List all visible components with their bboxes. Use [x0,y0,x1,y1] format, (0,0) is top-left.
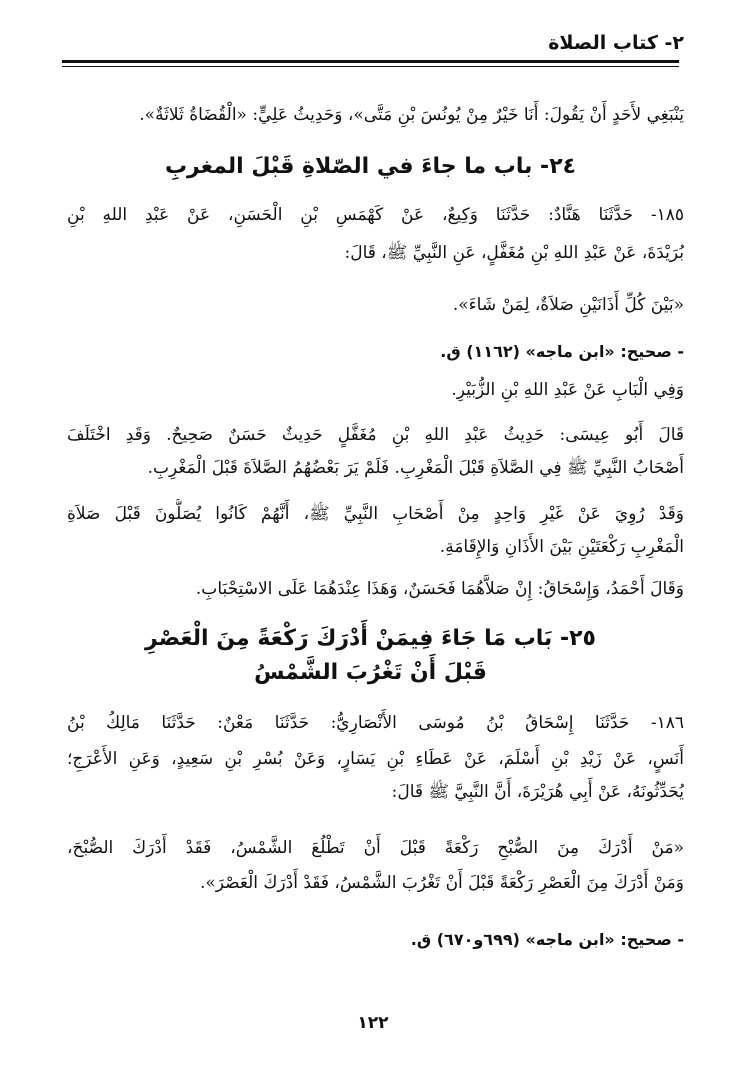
running-head: ٢- كتاب الصلاة [548,32,684,54]
chapter-heading-25-cont: قَبْلَ أَنْ تَغْرُبَ الشَّمْسُ [254,660,487,685]
hadith-185-line-1: ١٨٥- حَدَّثَنَا هَنَّادٌ: حَدَّثَنَا وَكِيعٌ، عَنْ كَهْمَسِ بْنِ الْحَسَنِ، عَنْ عَبْدِ اللهِ بْنِ [67,205,684,225]
hadith-186-line-1: ١٨٦- حَدَّثَنَا إِسْحَاقُ بْنُ مُوسَى الأَنْصَارِيُّ: حَدَّثَنَا مَعْنٌ: حَدَّثَنَا مَالِكُ بْنُ [67,713,684,733]
text-line: أَصْحَابُ النَّبِيِّ ﷺ فِي الصَّلاَةِ قَبْلَ الْمَغْرِبِ. فَلَمْ يَرَ بَعْضُهُمُ الصَّلاَةَ قَبْلَ الْمَغْرِبِ. [147,458,684,478]
hadith-185-line-2: بُرَيْدَةَ، عَنْ عَبْدِ اللهِ بْنِ مُغَفَّلٍ، عَنِ النَّبِيِّ ﷺ، قَالَ: [344,243,684,263]
grade-line-1: - صحيح: «ابن ماجه» (١١٦٢) ق. [440,342,684,361]
text-line: قَالَ أَبُو عِيسَى: حَدِيثُ عَبْدِ اللهِ بْنِ مُغَفَّلٍ حَدِيثٌ حَسَنٌ صَحِيحٌ. وَقَدِ اخْتَلَفَ [67,425,684,445]
hadith-186-line-3: يُحَدِّثُونَهُ، عَنْ أَبِي هُرَيْرَةَ، أَنَّ النَّبِيَّ ﷺ قَالَ: [391,782,684,802]
hadith-186-line-2: أَنَسٍ، عَنْ زَيْدِ بْنِ أَسْلَمَ، عَنْ عَطَاءِ بْنِ يَسَارٍ، وَعَنْ بُسْرِ بْنِ سَعِيدٍ، وَعَنِ الأَعْرَجِ؛ [67,749,684,769]
text-line: وَفِي الْبَابِ عَنْ عَبْدِ اللهِ بْنِ الزُّبَيْرِ. [451,380,684,400]
hadith-186-matn-1: «مَنْ أَدْرَكَ مِنَ الصُّبْحِ رَكْعَةً قَبْلَ أَنْ تَطْلُعَ الشَّمْسُ، فَقَدْ أَدْرَكَ الصُّبْحَ، [67,838,684,858]
header-rule-thick [62,60,679,63]
chapter-heading-24: ٢٤- باب ما جاءَ في الصّلاةِ قَبْلَ المغربِ [164,154,577,179]
text-line: الْمَغْرِبِ رَكْعَتَيْنِ بَيْنَ الأَذَانِ وَالإِقَامَةِ. [439,537,684,557]
text-line: يَنْبَغِي لأَحَدٍ أَنْ يَقُولَ: أَنَا خَيْرٌ مِنْ يُونُسَ بْنِ مَتَّى»، وَحَدِيثُ عَلِيٍّ: «الْقُضَاةُ ثَلاثَةٌ». [139,105,684,125]
hadith-185-matn: «بَيْنَ كُلِّ أَذَانَيْنِ صَلاَةٌ، لِمَنْ شَاءَ». [452,295,684,315]
header-rule-thin [62,66,679,67]
hadith-186-matn-2: وَمَنْ أَدْرَكَ مِنَ الْعَصْرِ رَكْعَةً قَبْلَ أَنْ تَغْرُبَ الشَّمْسُ، فَقَدْ أَدْرَكَ الْعَصْرَ». [199,873,684,893]
text-line: وَقَالَ أَحْمَدُ، وَإِسْحَاقُ: إِنْ صَلاَّهُمَا فَحَسَنٌ، وَهَذَا عِنْدَهُمَا عَلَى الاسْتِحْبَابِ. [195,579,684,599]
chapter-heading-25: ٢٥- بَاب مَا جَاءَ فِيمَنْ أَدْرَكَ رَكْعَةً مِنَ الْعَصْرِ [145,626,596,651]
grade-line-2: - صحيح: «ابن ماجه» (٦٩٩و٦٧٠) ق. [410,930,684,949]
text-line: وَقَدْ رُوِيَ عَنْ غَيْرِ وَاحِدٍ مِنْ أَصْحَابِ النَّبِيِّ ﷺ، أَنَّهُمْ كَانُوا يُصَلُّونَ قَبْلَ صَلاَةِ [67,504,684,524]
page-number: ١٢٢ [357,1013,389,1033]
